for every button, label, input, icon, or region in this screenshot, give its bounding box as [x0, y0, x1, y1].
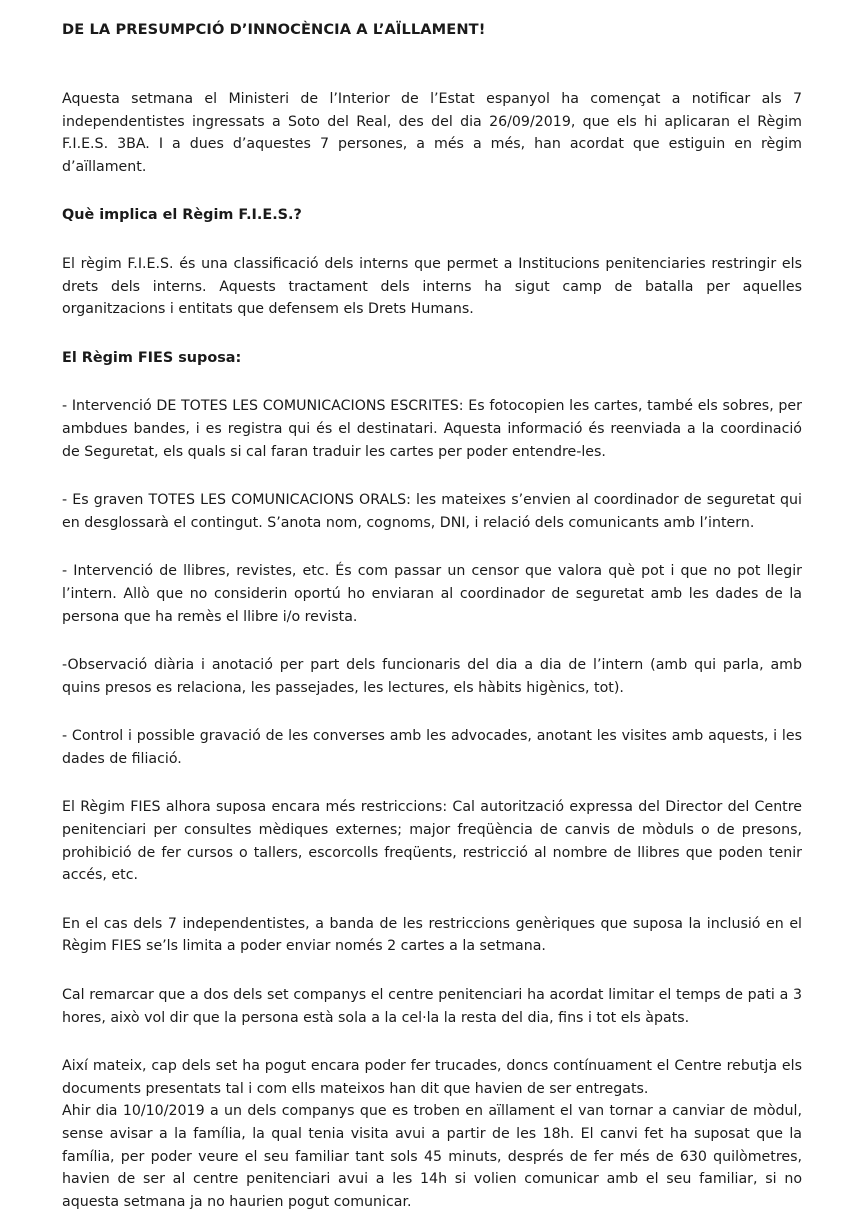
- list-item-comunicacions-orals: - Es graven TOTES LES COMUNICACIONS ORALS: les mateixes s’envien al coordinador de seguretat qui en desglossarà el contingut. S’anota nom, cognoms, DNI, i relació dels comunicants amb l’intern.: [62, 492, 802, 531]
- ahir-paragraph: Ahir dia 10/10/2019 a un dels companys que es troben en aïllament el van tornar a canviar de mòdul, sense avisar a la família, la qual tenia visita avui a partir de les 18h. El canvi fet ha suposat que la família, per poder veure el seu familiar tant sols 45 minuts, després de fer més de 630 quilòmetres, havien de ser al centre penitenciari avui a les 14h si volien comunicar amb el seu familiar, si no aquesta setmana ja no haurien pogut comunicar.: [62, 1103, 802, 1210]
- cas-independentistes-paragraph: En el cas dels 7 independentistes, a banda de les restriccions genèriques que suposa la inclusió en el Règim FIES se’ls limita a poder enviar només 2 cartes a la setmana.: [62, 915, 802, 955]
- list-item-control-converses: - Control i possible gravació de les converses amb les advocades, anotant les visites amb aquests, i les dades de filiació.: [62, 728, 802, 767]
- document-body: [62, 88, 802, 1213]
- heading-regim-suposa: El Règim FIES suposa:: [62, 349, 242, 366]
- trucades-paragraph: Així mateix, cap dels set ha pogut encara poder fer trucades, doncs contínuament el Centre rebutja els documents presentats tal i com ells mateixos han dit que havien de ser entregats.: [62, 1058, 802, 1097]
- document-title: DE LA PRESUMPCIÓ D’INNOCÈNCIA A L’AÏLLAMENT!: [62, 21, 486, 38]
- list-item-observacio-diaria: -Observació diària i anotació per part dels funcionaris del dia a dia de l’intern (amb qui parla, amb quins presos es relaciona, les passejades, les lectures, els hàbits higènics, tot).: [62, 657, 802, 696]
- temps-pati-paragraph: Cal remarcar que a dos dels set companys el centre penitenciari ha acordat limitar el temps de pati a 3 hores, això vol dir que la persona està sola a la cel·la la resta del dia, fins i tot els àpats.: [62, 987, 802, 1026]
- list-item-comunicacions-escrites: - Intervenció DE TOTES LES COMUNICACIONS ESCRITES: Es fotocopien les cartes, també els sobres, per ambdues bandes, i es registra qui és el destinatari. Aquesta informació és reenviada a la coordinació de Seguretat, els quals si cal faran traduir les cartes per poder entendre-les.: [62, 398, 802, 460]
- heading-que-implica: Què implica el Règim F.I.E.S.?: [62, 207, 302, 224]
- implica-paragraph: El règim F.I.E.S. és una classificació dels interns que permet a Institucions penitenciaries restringir els drets dels interns. Aquests tractament dels interns ha sigut camp de batalla per aquelles organitzacions i entitats que defensem els Drets Humans.: [62, 255, 802, 318]
- restriccions-paragraph: El Règim FIES alhora suposa encara més restriccions: Cal autorització expressa del Director del Centre penitenciari per consultes mèdiques externes; major freqüència de canvis de mòduls o de presons, prohibició de fer cursos o tallers, escorcolls freqüents, restricció al nombre de llibres que poden tenir accés, etc.: [62, 799, 802, 884]
- intro-paragraph: Aquesta setmana el Ministeri de l’Interior de l’Estat espanyol ha començat a notificar als 7 independentistes ingressats a Soto del Real, des del dia 26/09/2019, que els hi aplicaran el Règim F.I.E.S. 3BA. I a dues d’aquestes 7 persones, a més a més, han acordat que estiguin en règim d’aïllament.: [62, 91, 802, 175]
- list-item-llibres-revistes: - Intervenció de llibres, revistes, etc. És com passar un censor que valora què pot i que no pot llegir l’intern. Allò que no considerin oportú ho enviaran al coordinador de seguretat amb les dades de la persona que ha remès el llibre i/o revista.: [62, 563, 802, 625]
